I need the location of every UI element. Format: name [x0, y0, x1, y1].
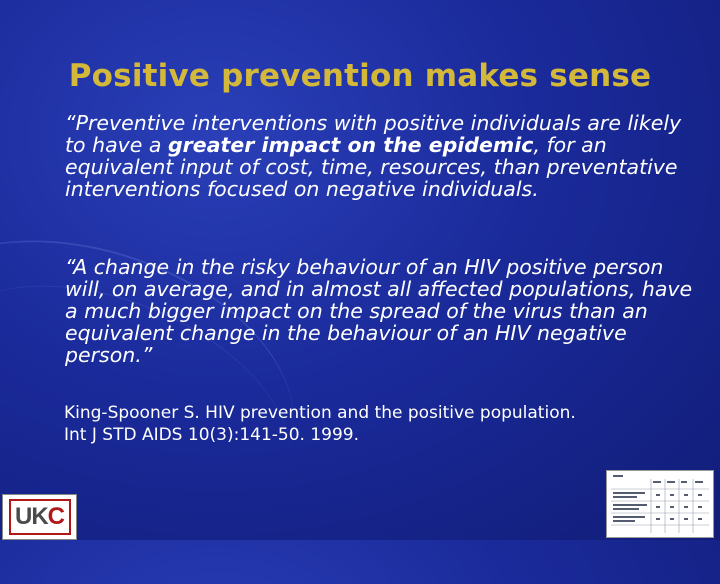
slide-title: Positive prevention makes sense [68, 58, 652, 94]
citation-line-1: King-Spooner S. HIV prevention and the positive population. [64, 403, 576, 423]
ukc-logo [2, 494, 77, 540]
citation [64, 402, 704, 446]
logo-letter-u: U [14, 503, 32, 530]
quote1-text-before: “Preventive interventions with positive individuals are likely to have a [65, 111, 682, 157]
ukc-logo-mark [9, 499, 71, 535]
table-thumbnail-graphic [607, 471, 713, 537]
quote1-text-after: , for an equivalent input of cost, time, resources, than preventative interventions focused on negative individuals. [65, 133, 678, 201]
citation-line-2: Int J STD AIDS 10(3):141-50. 1999. [64, 425, 360, 445]
table-thumbnail-image [606, 470, 714, 538]
quote1-emphasis: greater impact on the epidemic [168, 133, 534, 157]
quote-preventive-interventions [65, 112, 705, 200]
logo-letter-k: K [31, 503, 48, 530]
logo-letter-c: C [47, 503, 65, 530]
quote-behaviour-change: “A change in the risky behaviour of an HIV positive person will, on average, and in almost all affected populations, have a much bigger impact on the spread of the virus than an equivalent change in the behaviour of an HIV negative person.” [65, 255, 693, 367]
